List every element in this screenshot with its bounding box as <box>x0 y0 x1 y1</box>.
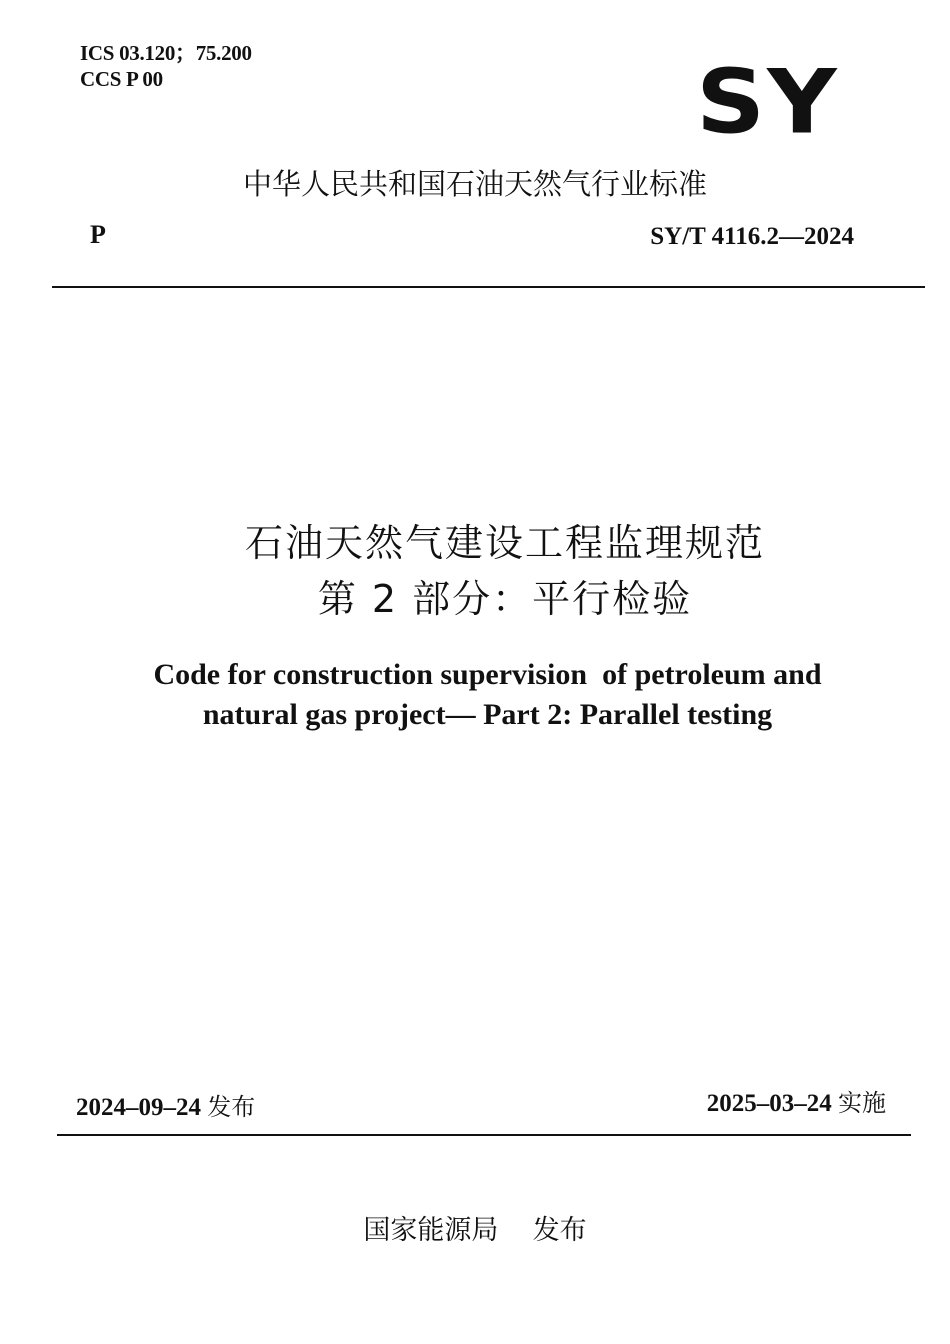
chinese-title-line-2: 第 2 部分：平行检验 <box>317 577 693 621</box>
classification-codes <box>80 40 252 92</box>
ics-code: ICS 03.120；75.200 <box>80 41 252 65</box>
english-title-line-2: natural gas project— Part 2: Parallel testing <box>202 698 773 731</box>
implement-label: 实施 <box>838 1089 886 1117</box>
standard-type-heading: 中华人民共和国石油天然气行业标准 <box>242 167 707 201</box>
category-code: P <box>90 220 106 249</box>
english-title-line-1: Code for construction supervision of petroleum and <box>153 658 822 691</box>
issue-date: 2024–09–24 <box>76 1094 201 1121</box>
bottom-divider <box>57 1134 911 1136</box>
chinese-title-line-1: 石油天然气建设工程监理规范 <box>244 521 765 565</box>
chinese-title <box>0 515 950 627</box>
issue-date-block <box>76 1090 255 1125</box>
ccs-code: CCS P 00 <box>80 67 163 91</box>
implement-date: 2025–03–24 <box>706 1090 832 1117</box>
implement-date-block <box>707 1086 886 1121</box>
sy-logo: SY <box>696 50 839 154</box>
english-title <box>0 655 950 735</box>
issue-label: 发布 <box>207 1093 256 1121</box>
standard-number: SY/T 4116.2—2024 <box>650 223 854 250</box>
publisher: 国家能源局 发布 <box>363 1215 587 1246</box>
top-divider <box>52 286 925 288</box>
